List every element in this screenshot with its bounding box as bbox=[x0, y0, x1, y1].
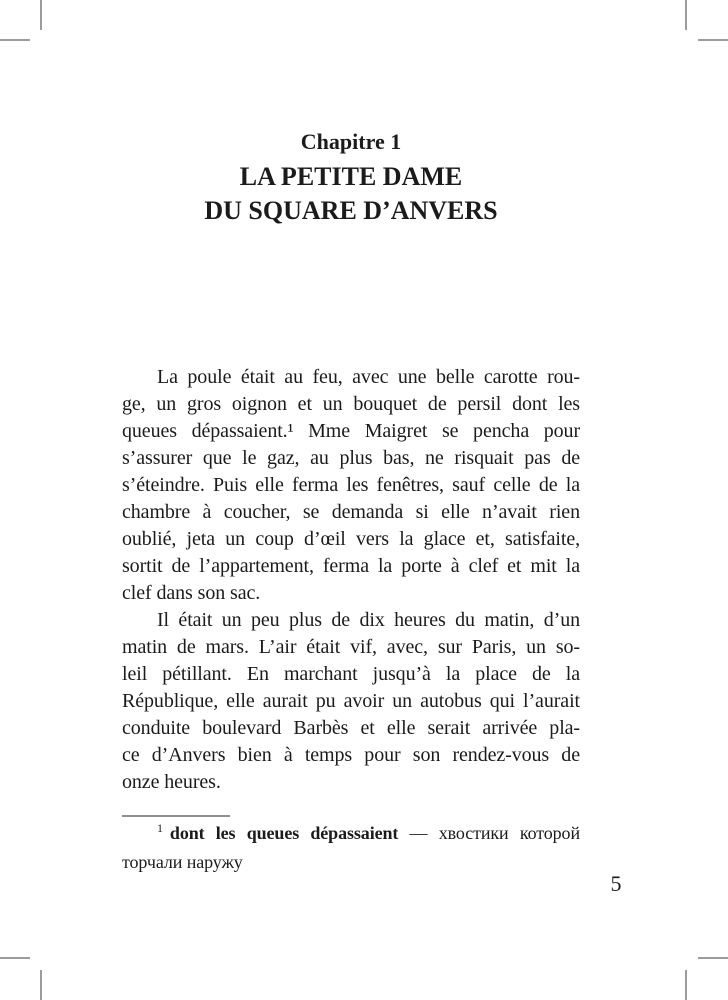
footnote-line-2: торчали наружу bbox=[122, 852, 243, 872]
text-line: s’assurer que le gaz, au plus bas, ne risquait pas de bbox=[122, 447, 580, 469]
text-line: clef dans son sac. bbox=[122, 582, 261, 604]
text-line: conduite boulevard Barbès et elle serait arrivée pla- bbox=[122, 717, 580, 739]
crop-mark-top-right-vertical bbox=[685, 0, 687, 30]
text-line: oublié, jeta un coup d’œil vers la glace et, satisfaite, bbox=[122, 528, 580, 550]
crop-mark-bottom-left-vertical bbox=[40, 970, 42, 1000]
text-line: onze heures. bbox=[122, 771, 221, 793]
text-line: s’éteindre. Puis elle ferma les fenêtres, sauf celle de la bbox=[122, 474, 580, 496]
footnote-rule bbox=[122, 815, 230, 817]
text-line: Il était un peu plus de dix heures du matin, d’un bbox=[157, 609, 580, 631]
chapter-title bbox=[122, 160, 580, 228]
crop-mark-bottom-right-horizontal bbox=[698, 957, 728, 959]
crop-mark-top-right-horizontal bbox=[698, 39, 728, 41]
footnote-translation: — хвостики которой bbox=[398, 823, 580, 843]
text-line: République, elle aurait pu avoir un autobus qui l’aurait bbox=[122, 690, 580, 712]
crop-mark-top-left-vertical bbox=[40, 0, 42, 30]
chapter-label: Chapitre 1 bbox=[300, 129, 402, 154]
chapter-title-line-2: DU SQUARE D’ANVERS bbox=[204, 196, 498, 225]
text-line: ce d’Anvers bien à temps pour son rendez-vous de bbox=[122, 744, 580, 766]
footnote-line-1 bbox=[122, 820, 580, 849]
chapter-title-line-1: LA PETITE DAME bbox=[239, 162, 463, 191]
crop-mark-top-left-horizontal bbox=[0, 39, 30, 41]
text-line: sortit de l’appartement, ferma la porte à clef et mit la bbox=[122, 555, 580, 577]
body-text bbox=[122, 364, 580, 796]
crop-mark-bottom-left-horizontal bbox=[0, 957, 30, 959]
text-line: matin de mars. L’air était vif, avec, sur Paris, un so- bbox=[122, 636, 580, 658]
text-line: chambre à coucher, se demanda si elle n’avait rien bbox=[122, 501, 580, 523]
footnote-term: dont les queues dépassaient bbox=[169, 823, 399, 843]
crop-mark-bottom-right-vertical bbox=[685, 970, 687, 1000]
text-line: leil pétillant. En marchant jusqu’à la place de la bbox=[122, 663, 580, 685]
footnote-marker: 1 bbox=[157, 821, 163, 835]
footnote bbox=[122, 820, 580, 876]
text-line: La poule était au feu, avec une belle carotte rou- bbox=[157, 366, 580, 388]
page-number: 5 bbox=[610, 871, 622, 896]
text-line: ge, un gros oignon et un bouquet de persil dont les bbox=[122, 393, 580, 415]
text-line: queues dépassaient.¹ Mme Maigret se pencha pour bbox=[122, 420, 580, 442]
